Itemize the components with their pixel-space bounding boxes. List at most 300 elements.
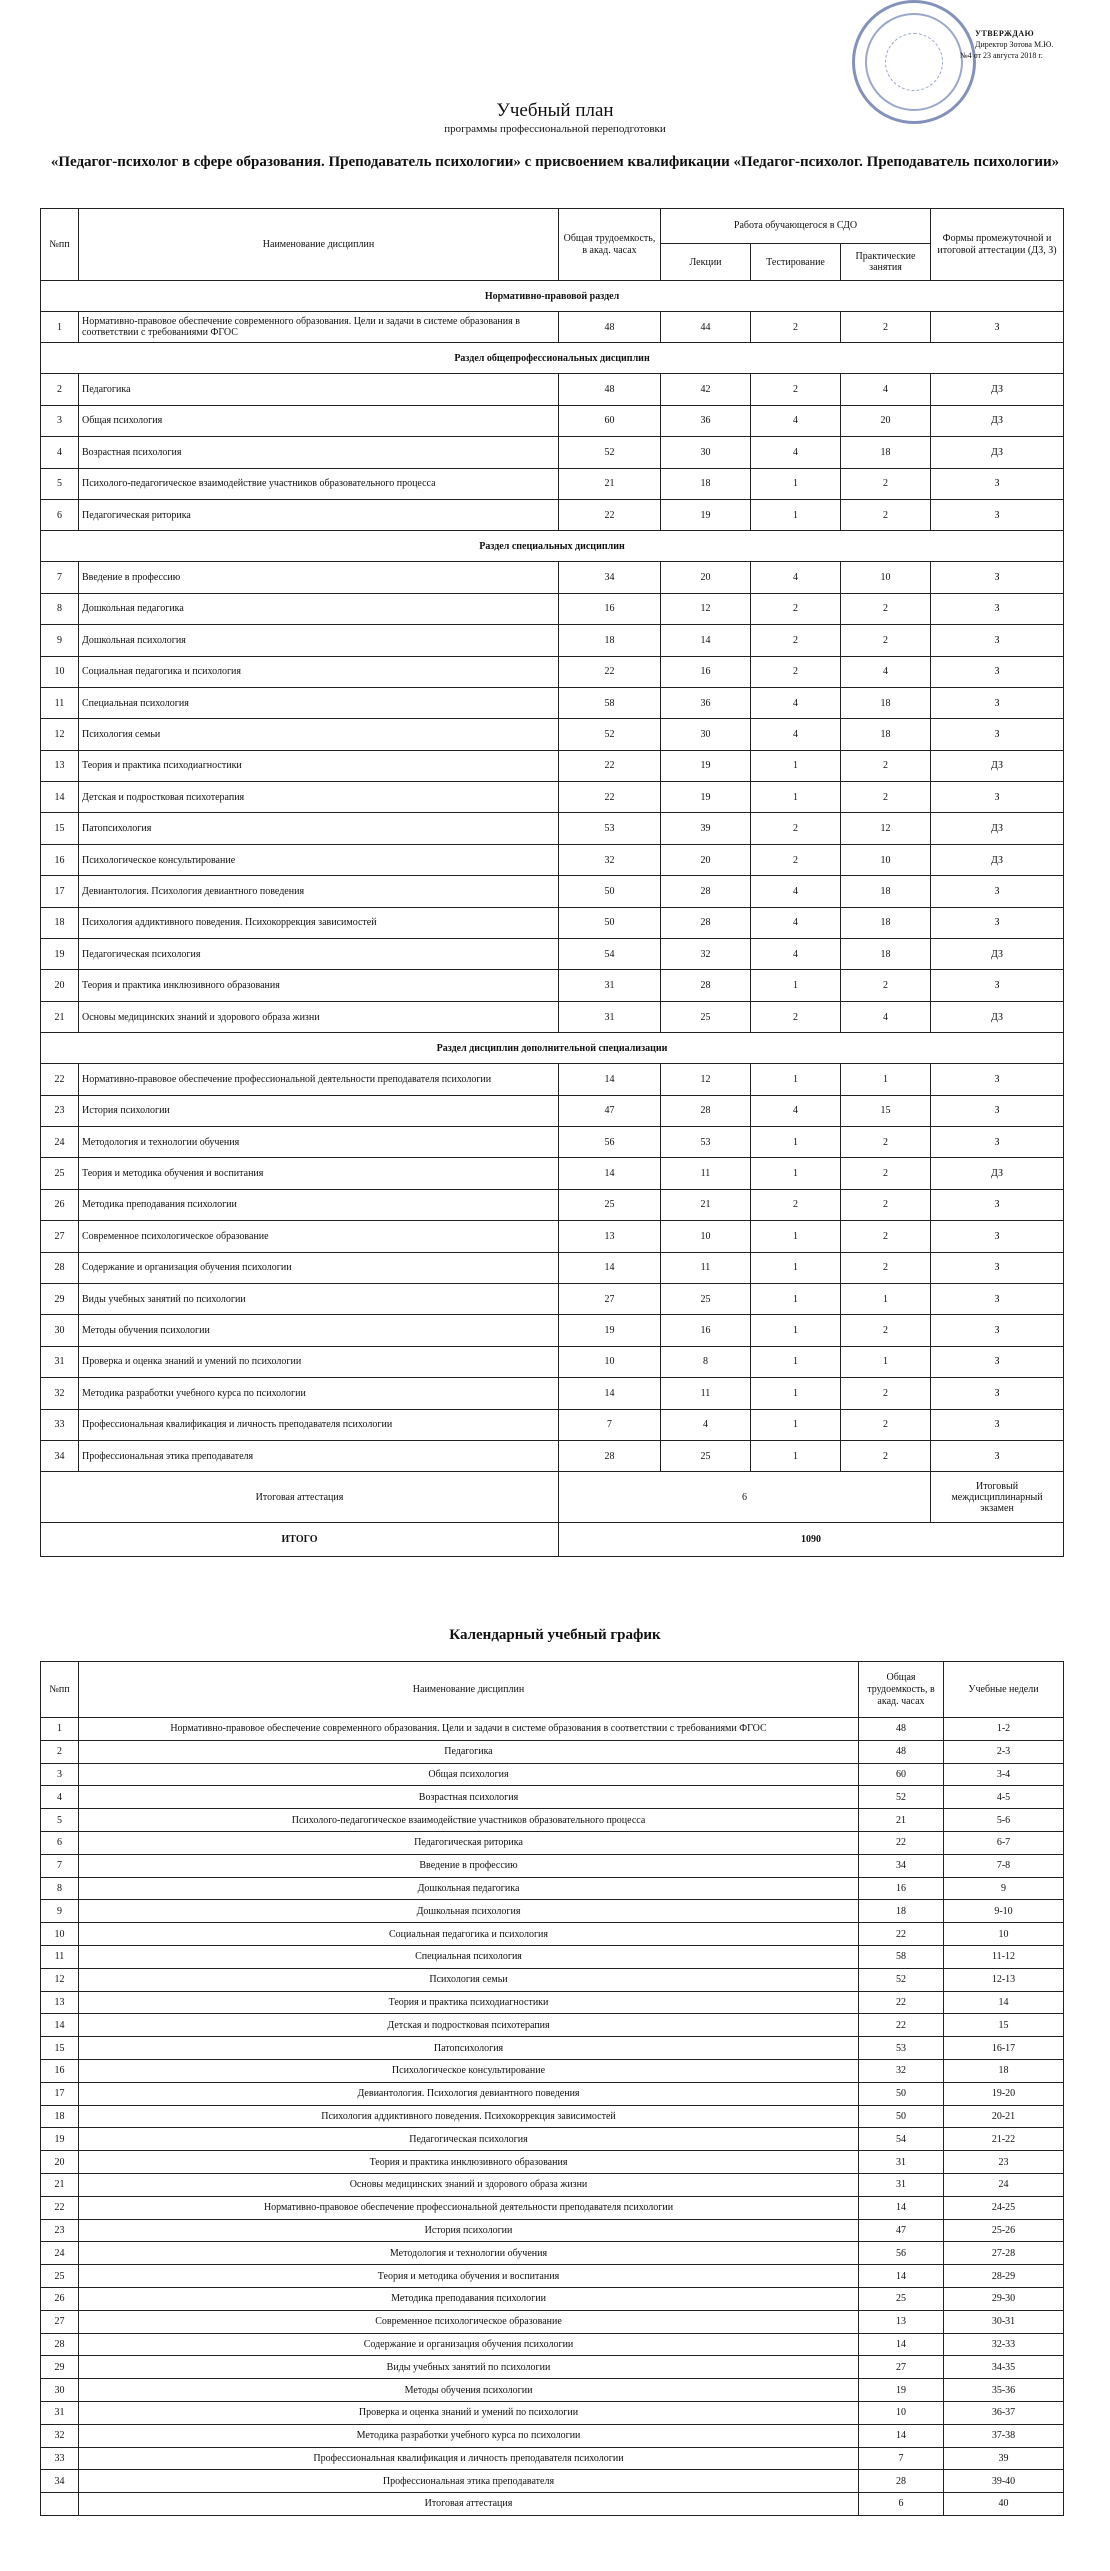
cal-cell-hours: 25 xyxy=(859,2287,944,2310)
cell-form: ДЗ xyxy=(931,1001,1064,1032)
cell-practice: 18 xyxy=(841,907,931,938)
cell-form: З xyxy=(931,499,1064,530)
cell-testing: 1 xyxy=(751,1346,841,1377)
cell-form: З xyxy=(931,1189,1064,1220)
cal-cell-num: 34 xyxy=(41,2470,79,2493)
cell-name: Теория и методика обучения и воспитания xyxy=(79,1158,559,1189)
cell-lectures: 12 xyxy=(661,1064,751,1095)
cell-name: Детская и подростковая психотерапия xyxy=(79,782,559,813)
cell-name: Социальная педагогика и психология xyxy=(79,656,559,687)
cell-testing: 1 xyxy=(751,750,841,781)
cell-form: ДЗ xyxy=(931,844,1064,875)
cell-testing: 1 xyxy=(751,970,841,1001)
cell-lectures: 14 xyxy=(661,625,751,656)
table-row xyxy=(41,1440,1064,1471)
cell-lectures: 25 xyxy=(661,1440,751,1471)
table-row xyxy=(41,1346,1064,1377)
cal-cell-weeks: 20-21 xyxy=(944,2105,1064,2128)
cell-lectures: 11 xyxy=(661,1378,751,1409)
cal-cell-name: Педагогическая риторика xyxy=(79,1831,859,1854)
table-row xyxy=(41,2333,1064,2356)
cal-cell-name: Психологическое консультирование xyxy=(79,2059,859,2082)
cell-name: Дошкольная педагогика xyxy=(79,593,559,624)
cell-lectures: 19 xyxy=(661,499,751,530)
cell-practice: 2 xyxy=(841,1189,931,1220)
cell-practice: 10 xyxy=(841,562,931,593)
cal-cell-weeks: 9-10 xyxy=(944,1900,1064,1923)
cal-cell-hours: 52 xyxy=(859,1968,944,1991)
cell-name: Теория и практика психодиагностики xyxy=(79,750,559,781)
cell-hours: 48 xyxy=(559,374,661,405)
header-num: №пп xyxy=(41,209,79,281)
table-row xyxy=(41,1900,1064,1923)
cal-cell-hours: 53 xyxy=(859,2037,944,2060)
cell-practice: 1 xyxy=(841,1346,931,1377)
cal-cell-name: Основы медицинских знаний и здорового образа жизни xyxy=(79,2173,859,2196)
table-row xyxy=(41,2242,1064,2265)
cell-num: 1 xyxy=(41,312,79,343)
cal-cell-name: Введение в профессию xyxy=(79,1854,859,1877)
table-row xyxy=(41,437,1064,468)
table-row xyxy=(41,2287,1064,2310)
section-title: Раздел специальных дисциплин xyxy=(41,531,1064,562)
cal-cell-name: Проверка и оценка знаний и умений по психологии xyxy=(79,2401,859,2424)
cell-practice: 1 xyxy=(841,1064,931,1095)
cell-practice: 1 xyxy=(841,1283,931,1314)
table-row xyxy=(41,2128,1064,2151)
cal-cell-weeks: 7-8 xyxy=(944,1854,1064,1877)
cal-cell-weeks: 39-40 xyxy=(944,2470,1064,2493)
cell-num: 33 xyxy=(41,1409,79,1440)
table-row xyxy=(41,562,1064,593)
cell-form: З xyxy=(931,1283,1064,1314)
program-title: «Педагог-психолог в сфере образования. Преподаватель психологии» с присвоением квалификации «Педагог-психолог. Преподаватель психологии» xyxy=(50,154,1060,170)
cal-cell-name: Патопсихология xyxy=(79,2037,859,2060)
cell-name: Проверка и оценка знаний и умений по психологии xyxy=(79,1346,559,1377)
table-row xyxy=(41,719,1064,750)
cell-form: З xyxy=(931,625,1064,656)
table-row xyxy=(41,876,1064,907)
cal-cell-hours: 52 xyxy=(859,1786,944,1809)
section-title: Раздел общепрофессиональных дисциплин xyxy=(41,343,1064,374)
table-row xyxy=(41,1315,1064,1346)
cal-cell-name: Дошкольная психология xyxy=(79,1900,859,1923)
cal-cell-hours: 31 xyxy=(859,2151,944,2174)
cell-practice: 18 xyxy=(841,939,931,970)
cal-cell-weeks: 11-12 xyxy=(944,1945,1064,1968)
cal-cell-weeks: 36-37 xyxy=(944,2401,1064,2424)
cal-cell-hours: 19 xyxy=(859,2379,944,2402)
table-row xyxy=(41,1831,1064,1854)
cal-cell-weeks: 32-33 xyxy=(944,2333,1064,2356)
approval-block xyxy=(935,28,1085,61)
table-row xyxy=(41,1283,1064,1314)
cal-cell-name: Теория и практика инклюзивного образования xyxy=(79,2151,859,2174)
header-testing: Тестирование xyxy=(751,244,841,281)
cell-name: Нормативно-правовое обеспечение профессиональной деятельности преподавателя психологии xyxy=(79,1064,559,1095)
cell-testing: 2 xyxy=(751,593,841,624)
cell-practice: 2 xyxy=(841,468,931,499)
cell-testing: 2 xyxy=(751,656,841,687)
cal-cell-hours: 54 xyxy=(859,2128,944,2151)
cal-cell-hours: 14 xyxy=(859,2265,944,2288)
cal-cell-weeks: 35-36 xyxy=(944,2379,1064,2402)
table-row xyxy=(41,2401,1064,2424)
cell-num: 16 xyxy=(41,844,79,875)
cell-hours: 14 xyxy=(559,1252,661,1283)
cal-cell-hours: 34 xyxy=(859,1854,944,1877)
section-title: Раздел дисциплин дополнительной специализации xyxy=(41,1033,1064,1064)
cell-hours: 34 xyxy=(559,562,661,593)
cell-num: 7 xyxy=(41,562,79,593)
cal-cell-name: Методика преподавания психологии xyxy=(79,2287,859,2310)
cell-form: З xyxy=(931,907,1064,938)
cal-cell-weeks: 25-26 xyxy=(944,2219,1064,2242)
header-forms: Формы промежуточной и итоговой аттестации (ДЗ, З) xyxy=(931,209,1064,281)
cell-name: Патопсихология xyxy=(79,813,559,844)
cal-cell-weeks: 5-6 xyxy=(944,1809,1064,1832)
cell-name: Введение в профессию xyxy=(79,562,559,593)
cell-lectures: 36 xyxy=(661,687,751,718)
cell-hours: 53 xyxy=(559,813,661,844)
calendar-title: Календарный учебный график xyxy=(449,1627,661,1643)
cal-cell-weeks: 14 xyxy=(944,1991,1064,2014)
cell-hours: 16 xyxy=(559,593,661,624)
cell-practice: 2 xyxy=(841,1221,931,1252)
cal-cell-num: 13 xyxy=(41,1991,79,2014)
cell-form: З xyxy=(931,719,1064,750)
table-row xyxy=(41,2356,1064,2379)
cell-num: 24 xyxy=(41,1126,79,1157)
cal-cell-hours: 32 xyxy=(859,2059,944,2082)
table-row xyxy=(41,1378,1064,1409)
cell-name: Специальная психология xyxy=(79,687,559,718)
cal-cell-num: 28 xyxy=(41,2333,79,2356)
cal-cell-name: Детская и подростковая психотерапия xyxy=(79,2014,859,2037)
cal-cell-name: Теория и практика психодиагностики xyxy=(79,1991,859,2014)
cal-cell-hours: 6 xyxy=(859,2493,944,2516)
cal-cell-hours: 60 xyxy=(859,1763,944,1786)
cell-form: З xyxy=(931,970,1064,1001)
table-row xyxy=(41,1968,1064,1991)
cal-cell-weeks: 10 xyxy=(944,1923,1064,1946)
cell-lectures: 28 xyxy=(661,907,751,938)
cal-cell-num: 22 xyxy=(41,2196,79,2219)
cal-cell-name: Педагогика xyxy=(79,1740,859,1763)
cell-hours: 22 xyxy=(559,656,661,687)
cell-num: 25 xyxy=(41,1158,79,1189)
cell-practice: 2 xyxy=(841,312,931,343)
cell-num: 26 xyxy=(41,1189,79,1220)
header-work: Работа обучающегося в СДО xyxy=(661,209,931,244)
cell-practice: 4 xyxy=(841,1001,931,1032)
cell-practice: 18 xyxy=(841,687,931,718)
cell-testing: 1 xyxy=(751,1283,841,1314)
cal-cell-name: Психология семьи xyxy=(79,1968,859,1991)
cal-cell-hours: 31 xyxy=(859,2173,944,2196)
table-row xyxy=(41,1786,1064,1809)
cell-lectures: 11 xyxy=(661,1158,751,1189)
table-row xyxy=(41,1252,1064,1283)
cal-cell-num: 27 xyxy=(41,2310,79,2333)
cell-num: 19 xyxy=(41,939,79,970)
cell-hours: 22 xyxy=(559,499,661,530)
cal-cell-name: Содержание и организация обучения психологии xyxy=(79,2333,859,2356)
cal-cell-name: Нормативно-правовое обеспечение профессиональной деятельности преподавателя психологии xyxy=(79,2196,859,2219)
table-row xyxy=(41,1923,1064,1946)
table-row xyxy=(41,1877,1064,1900)
cal-cell-hours: 22 xyxy=(859,2014,944,2037)
cell-name: Современное психологическое образование xyxy=(79,1221,559,1252)
cal-cell-num: 30 xyxy=(41,2379,79,2402)
cell-testing: 1 xyxy=(751,468,841,499)
cell-num: 13 xyxy=(41,750,79,781)
cell-hours: 10 xyxy=(559,1346,661,1377)
cal-cell-hours: 50 xyxy=(859,2082,944,2105)
approval-caption: УТВЕРЖДАЮ xyxy=(975,29,1035,38)
cal-cell-hours: 50 xyxy=(859,2105,944,2128)
table-row xyxy=(41,2470,1064,2493)
cell-name: Методика преподавания психологии xyxy=(79,1189,559,1220)
cal-cell-hours: 56 xyxy=(859,2242,944,2265)
cal-cell-hours: 7 xyxy=(859,2447,944,2470)
final-attestation-row xyxy=(41,1472,1064,1523)
table-row xyxy=(41,2265,1064,2288)
cell-practice: 12 xyxy=(841,813,931,844)
cell-testing: 4 xyxy=(751,687,841,718)
table-row xyxy=(41,1763,1064,1786)
cell-lectures: 36 xyxy=(661,405,751,436)
table-row xyxy=(41,374,1064,405)
cell-name: История психологии xyxy=(79,1095,559,1126)
cell-hours: 31 xyxy=(559,970,661,1001)
cell-testing: 2 xyxy=(751,844,841,875)
cell-num: 3 xyxy=(41,405,79,436)
cell-hours: 32 xyxy=(559,844,661,875)
cal-cell-hours: 22 xyxy=(859,1923,944,1946)
cal-cell-hours: 27 xyxy=(859,2356,944,2379)
cell-num: 5 xyxy=(41,468,79,499)
cal-cell-weeks: 1-2 xyxy=(944,1718,1064,1741)
cell-hours: 14 xyxy=(559,1064,661,1095)
cell-form: З xyxy=(931,562,1064,593)
table-row xyxy=(41,1158,1064,1189)
header-name: Наименование дисциплин xyxy=(79,209,559,281)
cal-cell-num: 32 xyxy=(41,2424,79,2447)
cell-hours: 22 xyxy=(559,782,661,813)
table-row xyxy=(41,1718,1064,1741)
cell-practice: 18 xyxy=(841,437,931,468)
table-row xyxy=(41,625,1064,656)
cell-form: З xyxy=(931,876,1064,907)
cal-cell-weeks: 24 xyxy=(944,2173,1064,2196)
cell-testing: 1 xyxy=(751,1378,841,1409)
cell-form: ДЗ xyxy=(931,813,1064,844)
cell-name: Профессиональная квалификация и личность преподавателя психологии xyxy=(79,1409,559,1440)
cell-lectures: 25 xyxy=(661,1001,751,1032)
cell-form: З xyxy=(931,1440,1064,1471)
cell-testing: 1 xyxy=(751,1158,841,1189)
cal-cell-weeks: 30-31 xyxy=(944,2310,1064,2333)
cell-num: 31 xyxy=(41,1346,79,1377)
cell-num: 17 xyxy=(41,876,79,907)
table-row xyxy=(41,970,1064,1001)
cal-cell-num: 33 xyxy=(41,2447,79,2470)
cell-practice: 4 xyxy=(841,656,931,687)
cal-cell-weeks: 4-5 xyxy=(944,1786,1064,1809)
cell-name: Девиантология. Психология девиантного поведения xyxy=(79,876,559,907)
cal-cell-hours: 10 xyxy=(859,2401,944,2424)
cell-hours: 28 xyxy=(559,1440,661,1471)
approval-line-order: №4 от 23 августа 2018 г. xyxy=(960,51,1043,60)
cal-header-weeks: Учебные недели xyxy=(944,1662,1064,1718)
cell-name: Педагогическая психология xyxy=(79,939,559,970)
cell-name: Возрастная психология xyxy=(79,437,559,468)
cell-testing: 1 xyxy=(751,1409,841,1440)
table-row xyxy=(41,1991,1064,2014)
cell-num: 12 xyxy=(41,719,79,750)
cell-hours: 52 xyxy=(559,437,661,468)
cal-cell-weeks: 2-3 xyxy=(944,1740,1064,1763)
cell-hours: 18 xyxy=(559,625,661,656)
cell-lectures: 18 xyxy=(661,468,751,499)
table-row xyxy=(41,1809,1064,1832)
cal-cell-weeks: 9 xyxy=(944,1877,1064,1900)
cell-name: Педагогика xyxy=(79,374,559,405)
cal-cell-weeks: 29-30 xyxy=(944,2287,1064,2310)
cal-cell-hours: 14 xyxy=(859,2333,944,2356)
cell-testing: 1 xyxy=(751,782,841,813)
cal-cell-num: 21 xyxy=(41,2173,79,2196)
cal-cell-num: 6 xyxy=(41,1831,79,1854)
cell-testing: 1 xyxy=(751,1221,841,1252)
cal-cell-hours: 13 xyxy=(859,2310,944,2333)
cell-num: 14 xyxy=(41,782,79,813)
cal-cell-name: Теория и методика обучения и воспитания xyxy=(79,2265,859,2288)
cal-cell-weeks: 23 xyxy=(944,2151,1064,2174)
cal-cell-name: Специальная психология xyxy=(79,1945,859,1968)
cell-lectures: 25 xyxy=(661,1283,751,1314)
table-row xyxy=(41,1221,1064,1252)
cell-num: 4 xyxy=(41,437,79,468)
cell-name: Дошкольная психология xyxy=(79,625,559,656)
cell-hours: 25 xyxy=(559,1189,661,1220)
cal-cell-name: Психолого-педагогическое взаимодействие участников образовательного процесса xyxy=(79,1809,859,1832)
cell-form: З xyxy=(931,1315,1064,1346)
cell-hours: 7 xyxy=(559,1409,661,1440)
cell-form: З xyxy=(931,1221,1064,1252)
cell-practice: 2 xyxy=(841,499,931,530)
final-hours: 6 xyxy=(559,1472,931,1523)
table-row xyxy=(41,2082,1064,2105)
cell-lectures: 16 xyxy=(661,656,751,687)
cell-testing: 4 xyxy=(751,939,841,970)
cal-cell-num: 8 xyxy=(41,1877,79,1900)
cal-cell-num: 23 xyxy=(41,2219,79,2242)
cell-practice: 2 xyxy=(841,970,931,1001)
cell-practice: 15 xyxy=(841,1095,931,1126)
cal-header-name: Наименование дисциплин xyxy=(79,1662,859,1718)
cell-name: Психолого-педагогическое взаимодействие участников образовательного процесса xyxy=(79,468,559,499)
cell-name: Методы обучения психологии xyxy=(79,1315,559,1346)
cal-cell-num: 3 xyxy=(41,1763,79,1786)
cal-cell-hours: 48 xyxy=(859,1740,944,1763)
cell-hours: 50 xyxy=(559,907,661,938)
cal-cell-hours: 58 xyxy=(859,1945,944,1968)
cell-form: З xyxy=(931,1346,1064,1377)
cal-cell-num: 7 xyxy=(41,1854,79,1877)
cell-hours: 52 xyxy=(559,719,661,750)
cell-name: Общая психология xyxy=(79,405,559,436)
table-row xyxy=(41,2493,1064,2516)
cal-cell-hours: 22 xyxy=(859,1991,944,2014)
cal-cell-num: 9 xyxy=(41,1900,79,1923)
cal-cell-num: 12 xyxy=(41,1968,79,1991)
header-practice: Практические занятия xyxy=(841,244,931,281)
cal-cell-name: Социальная педагогика и психология xyxy=(79,1923,859,1946)
cell-lectures: 28 xyxy=(661,876,751,907)
cell-num: 11 xyxy=(41,687,79,718)
cell-testing: 2 xyxy=(751,312,841,343)
cell-num: 34 xyxy=(41,1440,79,1471)
total-row xyxy=(41,1523,1064,1557)
cell-form: ДЗ xyxy=(931,750,1064,781)
section-row xyxy=(41,531,1064,562)
cell-hours: 19 xyxy=(559,1315,661,1346)
cal-cell-num: 2 xyxy=(41,1740,79,1763)
cal-cell-weeks: 21-22 xyxy=(944,2128,1064,2151)
final-label: Итоговая аттестация xyxy=(41,1472,559,1523)
cal-cell-weeks: 18 xyxy=(944,2059,1064,2082)
cal-cell-hours: 14 xyxy=(859,2196,944,2219)
cell-form: З xyxy=(931,593,1064,624)
cell-lectures: 20 xyxy=(661,844,751,875)
cal-cell-name: Девиантология. Психология девиантного поведения xyxy=(79,2082,859,2105)
cell-form: ДЗ xyxy=(931,374,1064,405)
cell-num: 15 xyxy=(41,813,79,844)
cal-cell-weeks: 40 xyxy=(944,2493,1064,2516)
table-row xyxy=(41,2424,1064,2447)
cal-cell-hours: 21 xyxy=(859,1809,944,1832)
table-row xyxy=(41,656,1064,687)
table-row xyxy=(41,907,1064,938)
cell-hours: 31 xyxy=(559,1001,661,1032)
cal-cell-num: 31 xyxy=(41,2401,79,2424)
table-row xyxy=(41,1001,1064,1032)
cell-hours: 47 xyxy=(559,1095,661,1126)
table-row xyxy=(41,468,1064,499)
cal-cell-name: Методика разработки учебного курса по психологии xyxy=(79,2424,859,2447)
cell-num: 30 xyxy=(41,1315,79,1346)
cal-cell-weeks: 28-29 xyxy=(944,2265,1064,2288)
cal-cell-weeks: 39 xyxy=(944,2447,1064,2470)
cal-cell-hours: 16 xyxy=(859,1877,944,1900)
cell-name: Психология семьи xyxy=(79,719,559,750)
table-row xyxy=(41,1854,1064,1877)
cell-name: Педагогическая риторика xyxy=(79,499,559,530)
cell-form: ДЗ xyxy=(931,405,1064,436)
table-row xyxy=(41,1409,1064,1440)
cell-form: З xyxy=(931,1095,1064,1126)
cal-cell-num: 25 xyxy=(41,2265,79,2288)
cell-num: 28 xyxy=(41,1252,79,1283)
cell-testing: 4 xyxy=(751,437,841,468)
table-row xyxy=(41,2151,1064,2174)
cal-cell-num: 24 xyxy=(41,2242,79,2265)
cell-form: З xyxy=(931,1378,1064,1409)
cell-hours: 14 xyxy=(559,1158,661,1189)
table-row xyxy=(41,2379,1064,2402)
